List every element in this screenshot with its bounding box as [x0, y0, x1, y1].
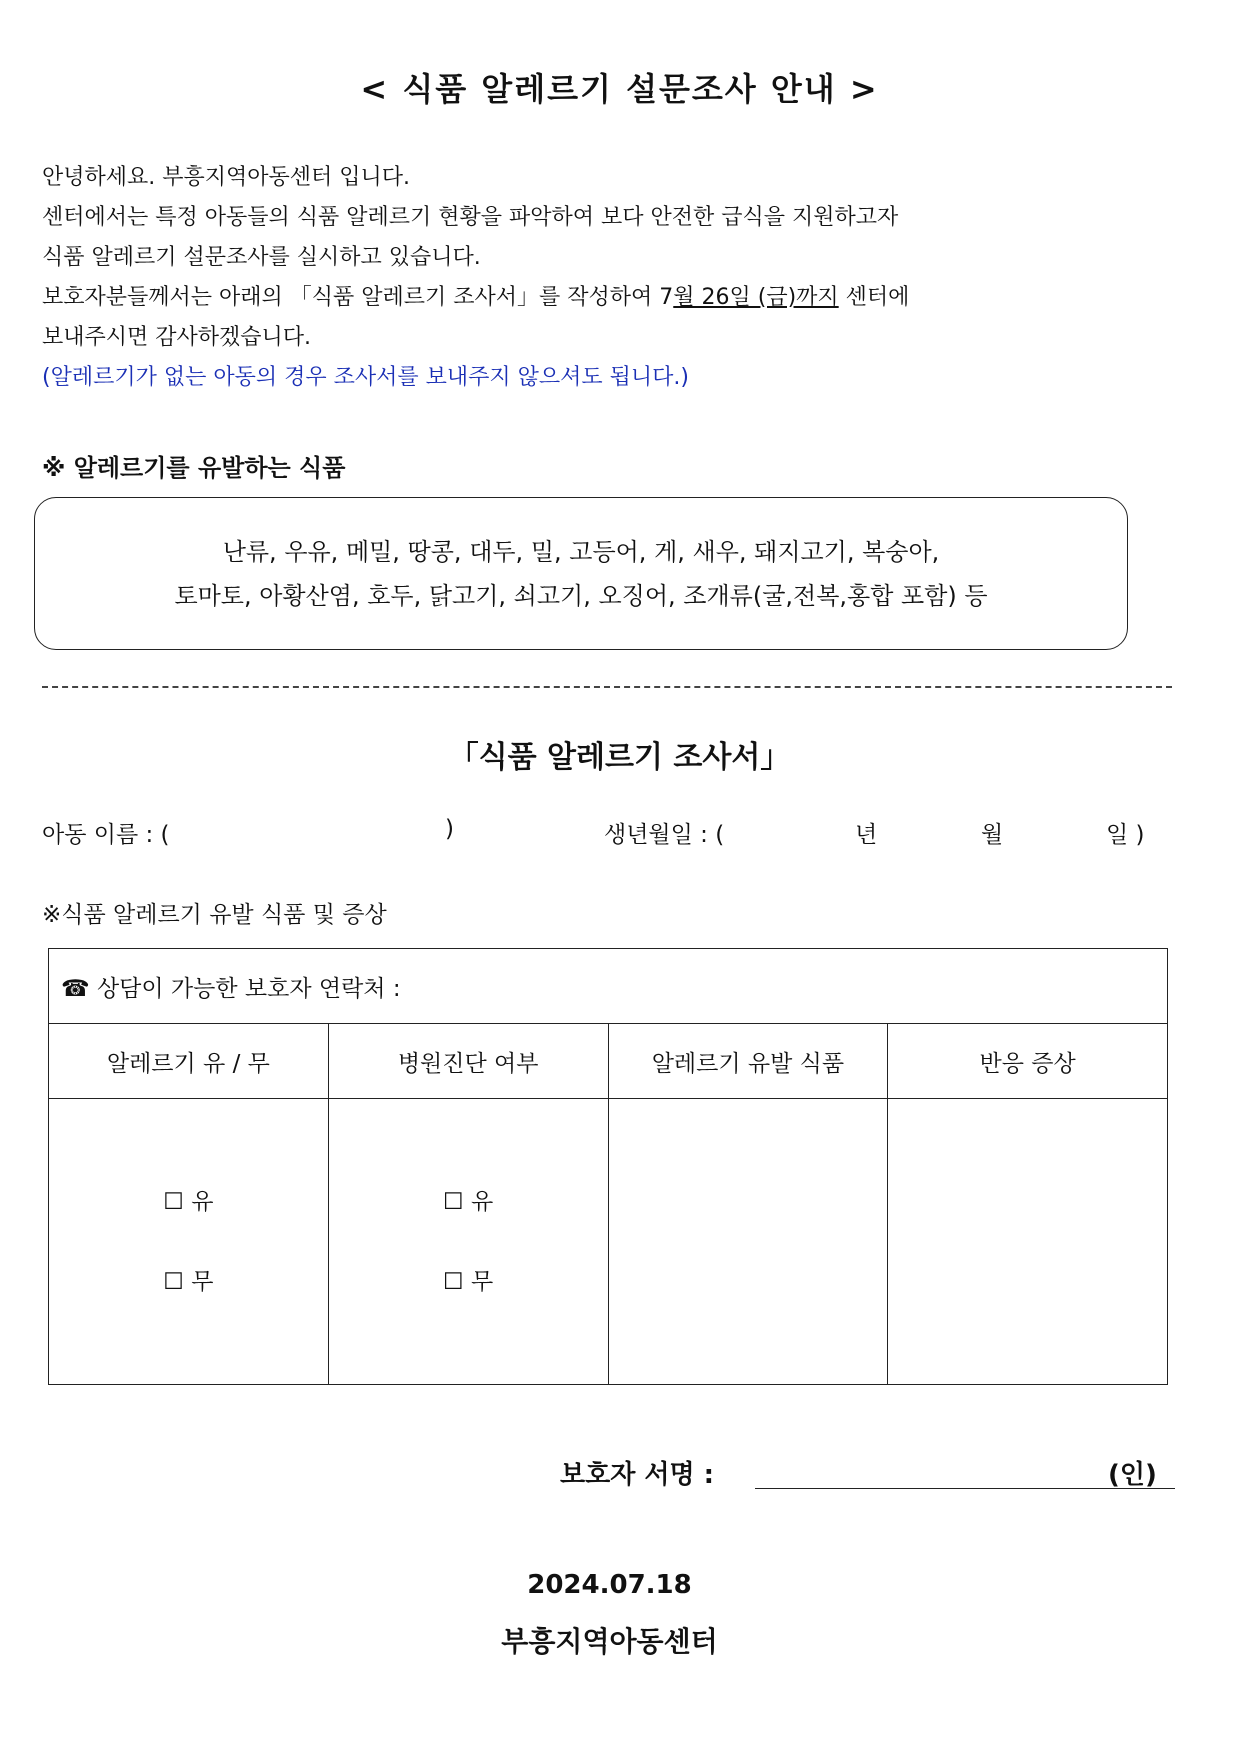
- allergy-yes-no-cell: [49, 1099, 329, 1385]
- child-name-close: ): [445, 816, 454, 842]
- allergy-no-checkbox[interactable]: ☐ 무: [163, 1268, 214, 1295]
- column-header: 반응 증상: [888, 1024, 1168, 1099]
- birth-month-field[interactable]: [880, 816, 980, 846]
- birth-year-field[interactable]: [755, 816, 855, 846]
- diagnosis-no-checkbox[interactable]: ☐ 무: [443, 1268, 494, 1295]
- allergen-list-line: 난류, 우유, 메밀, 땅콩, 대두, 밀, 고등어, 게, 새우, 돼지고기, 복숭아,: [222, 538, 940, 566]
- signature-seal: (인): [1108, 1460, 1157, 1490]
- birth-year-label: 년: [855, 822, 878, 848]
- symptom-heading: ※식품 알레르기 유발 식품 및 증상: [42, 902, 387, 928]
- issue-date: 2024.07.18: [527, 1570, 692, 1600]
- intro-line: 식품 알레르기 설문조사를 실시하고 있습니다.: [42, 245, 481, 270]
- intro-line: 센터에서는 특정 아동들의 식품 알레르기 현황을 파악하여 보다 안전한 급식을 지원하고자: [42, 205, 899, 230]
- diagnosis-yes-checkbox[interactable]: ☐ 유: [443, 1188, 494, 1215]
- allergy-survey-table: [48, 948, 1168, 1385]
- form-title: 「식품 알레르기 조사서」: [448, 740, 791, 775]
- allergen-list-line: 토마토, 아황산염, 호두, 닭고기, 쇠고기, 오징어, 조개류(굴,전복,홍합 포함) 등: [174, 582, 988, 610]
- intro-line: [42, 278, 1192, 318]
- child-name-field[interactable]: [184, 816, 444, 846]
- signature-label: 보호자 서명 :: [560, 1460, 715, 1490]
- allergy-yes-checkbox[interactable]: ☐ 유: [163, 1188, 214, 1215]
- deadline: 월 26일 (금)까지: [673, 285, 839, 310]
- intro-line: 보내주시면 감사하겠습니다.: [42, 325, 312, 350]
- cut-line: [42, 686, 1172, 688]
- reaction-symptom-cell[interactable]: [888, 1099, 1168, 1385]
- page-title: < 식품 알레르기 설문조사 안내 >: [360, 70, 879, 108]
- intro-text: [42, 158, 1192, 398]
- diagnosis-cell: [328, 1099, 608, 1385]
- column-header: 병원진단 여부: [328, 1024, 608, 1099]
- intro-line-pre: 보호자분들께서는 아래의 「식품 알레르기 조사서」를 작성하여 7: [42, 285, 674, 310]
- birth-day-label: 일 ): [1106, 822, 1145, 848]
- birth-day-field[interactable]: [1005, 816, 1105, 846]
- allergen-heading: ※ 알레르기를 유발하는 식품: [42, 454, 346, 482]
- intro-line: 안녕하세요. 부흥지역아동센터 입니다.: [42, 165, 411, 190]
- contact-cell[interactable]: [49, 949, 1168, 1024]
- column-header: 알레르기 유발 식품: [608, 1024, 888, 1099]
- column-header: 알레르기 유 / 무: [49, 1024, 329, 1099]
- trigger-food-cell[interactable]: [608, 1099, 888, 1385]
- contact-label: ☎ 상담이 가능한 보호자 연락처 :: [61, 975, 401, 1002]
- organization-name: 부흥지역아동센터: [501, 1625, 718, 1658]
- birth-month-label: 월: [981, 822, 1004, 848]
- birth-label: 생년월일 : (: [604, 822, 725, 848]
- child-name-label: 아동 이름 : (: [42, 822, 170, 848]
- allergen-list-box: [34, 497, 1128, 650]
- intro-line-post: 센터에: [838, 285, 910, 310]
- intro-note: (알레르기가 없는 아동의 경우 조사서를 보내주지 않으셔도 됩니다.): [42, 365, 689, 390]
